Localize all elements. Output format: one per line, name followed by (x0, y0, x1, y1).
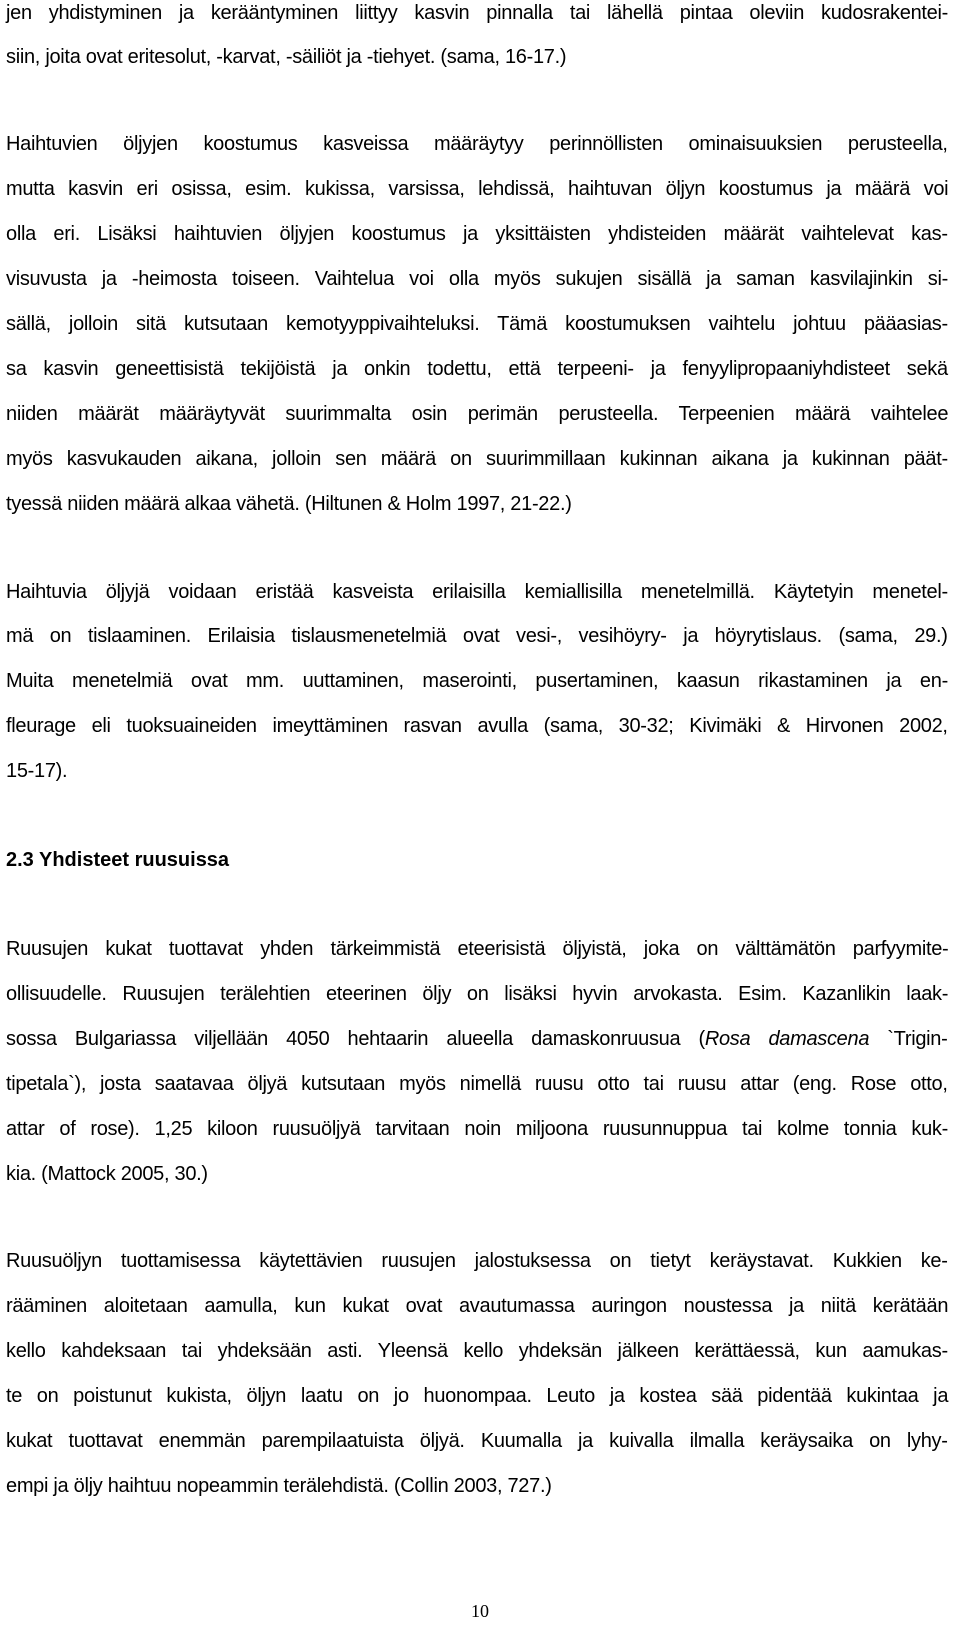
text-line: Haihtuvia öljyjä voidaan eristää kasveista erilaisilla kemiallisilla menetelmillä. Käytetyin menetel- (6, 581, 948, 603)
text-line: kia. (Mattock 2005, 30.) (6, 1163, 208, 1185)
text-line: olla eri. Lisäksi haihtuvien öljyjen koostumus ja yksittäisten yhdisteiden määrät vaihtelevat kas- (6, 223, 948, 245)
text-line: te on poistunut kukista, öljyn laatu on jo huonompaa. Leuto ja kostea sää pidentää kukintaa ja (6, 1385, 949, 1407)
text-line: siin, joita ovat eritesolut, -karvat, -säiliöt ja -tiehyet. (sama, 16-17.) (6, 46, 567, 68)
text-line: ollisuudelle. Ruusujen terälehtien eteerinen öljy on lisäksi hyvin arvokasta. Esim. Kazanlikin laak- (6, 983, 949, 1005)
text-line: Ruusujen kukat tuottavat yhden tärkeimmistä eteerisistä öljyistä, joka on välttämätön parfyymite- (6, 938, 949, 960)
text-line: jen yhdistyminen ja kerääntyminen liittyy kasvin pinnalla tai lähellä pintaa oleviin kudosrakentei- (6, 2, 948, 24)
text-line: fleurage eli tuoksuaineiden imeyttäminen rasvan avulla (sama, 30-32; Kivimäki & Hirvonen 2002, (6, 715, 948, 737)
text-segment: `Trigin- (869, 1028, 948, 1050)
text-line: visuvusta ja -heimosta toiseen. Vaihtelua voi olla myös sukujen sisällä ja saman kasvilajinkin si- (6, 268, 948, 290)
text-line: tipetala`), josta saatavaa öljyä kutsutaan myös nimellä ruusu otto tai ruusu attar (eng. Rose otto, (6, 1073, 948, 1095)
text-line: rääminen aloitetaan aamulla, kun kukat ovat avautumassa auringon noustessa ja niitä kerätään (6, 1295, 949, 1317)
text-line: sällä, jolloin sitä kutsutaan kemotyyppivaihteluksi. Tämä koostumuksen vaihtelu johtuu pääasias- (6, 313, 948, 335)
text-line: Ruusuöljyn tuottamisessa käytettävien ruusujen jalostuksessa on tietyt keräystavat. Kukkien ke- (6, 1250, 948, 1272)
page-number: 10 (471, 1601, 489, 1621)
text-line: kukat tuottavat enemmän parempilaatuista öljyä. Kuumalla ja kuivalla ilmalla keräysaika on lyhy- (6, 1430, 948, 1452)
text-line: Haihtuvien öljyjen koostumus kasveissa määräytyy perinnöllisten ominaisuuksien perusteella, (6, 133, 948, 155)
text-line: kello kahdeksaan tai yhdeksään asti. Yleensä kello yhdeksän jälkeen kerättäessä, kun aamukas- (6, 1340, 948, 1362)
species-name-italic: Rosa damascena (704, 1028, 870, 1050)
text-line: niiden määrät määräytyvät suurimmalta osin perimän perusteella. Terpeenien määrä vaihtelee (6, 403, 949, 425)
text-line: sa kasvin geneettisistä tekijöistä ja onkin todettu, että terpeeni- ja fenyylipropaaniyhdisteet sekä (6, 358, 948, 380)
text-segment: sossa Bulgariassa viljellään 4050 hehtaarin alueella damaskonruusua ( (6, 1028, 705, 1050)
text-line-with-italic (6, 1028, 948, 1051)
text-line: mä on tislaaminen. Erilaisia tislausmenetelmiä ovat vesi-, vesihöyry- ja höyrytislaus. (sama, 29.) (6, 625, 948, 647)
text-line: Muita menetelmiä ovat mm. uuttaminen, maserointi, pusertaminen, kaasun rikastaminen ja en- (6, 670, 948, 692)
text-line: attar of rose). 1,25 kiloon ruusuöljyä tarvitaan noin miljoona ruusunnuppua tai kolme tonnia kuk- (6, 1118, 948, 1140)
text-line: mutta kasvin eri osissa, esim. kukissa, varsissa, lehdissä, haihtuvan öljyn koostumus ja määrä voi (6, 178, 949, 200)
text-line: tyessä niiden määrä alkaa vähetä. (Hiltunen & Holm 1997, 21-22.) (6, 493, 572, 515)
text-line: 15-17). (6, 760, 68, 782)
text-line: myös kasvukauden aikana, jolloin sen määrä on suurimmillaan kukinnan aikana ja kukinnan päät- (6, 448, 948, 470)
text-line: empi ja öljy haihtuu nopeammin terälehdistä. (Collin 2003, 727.) (6, 1475, 552, 1497)
section-heading: 2.3 Yhdisteet ruusuissa (6, 849, 230, 871)
